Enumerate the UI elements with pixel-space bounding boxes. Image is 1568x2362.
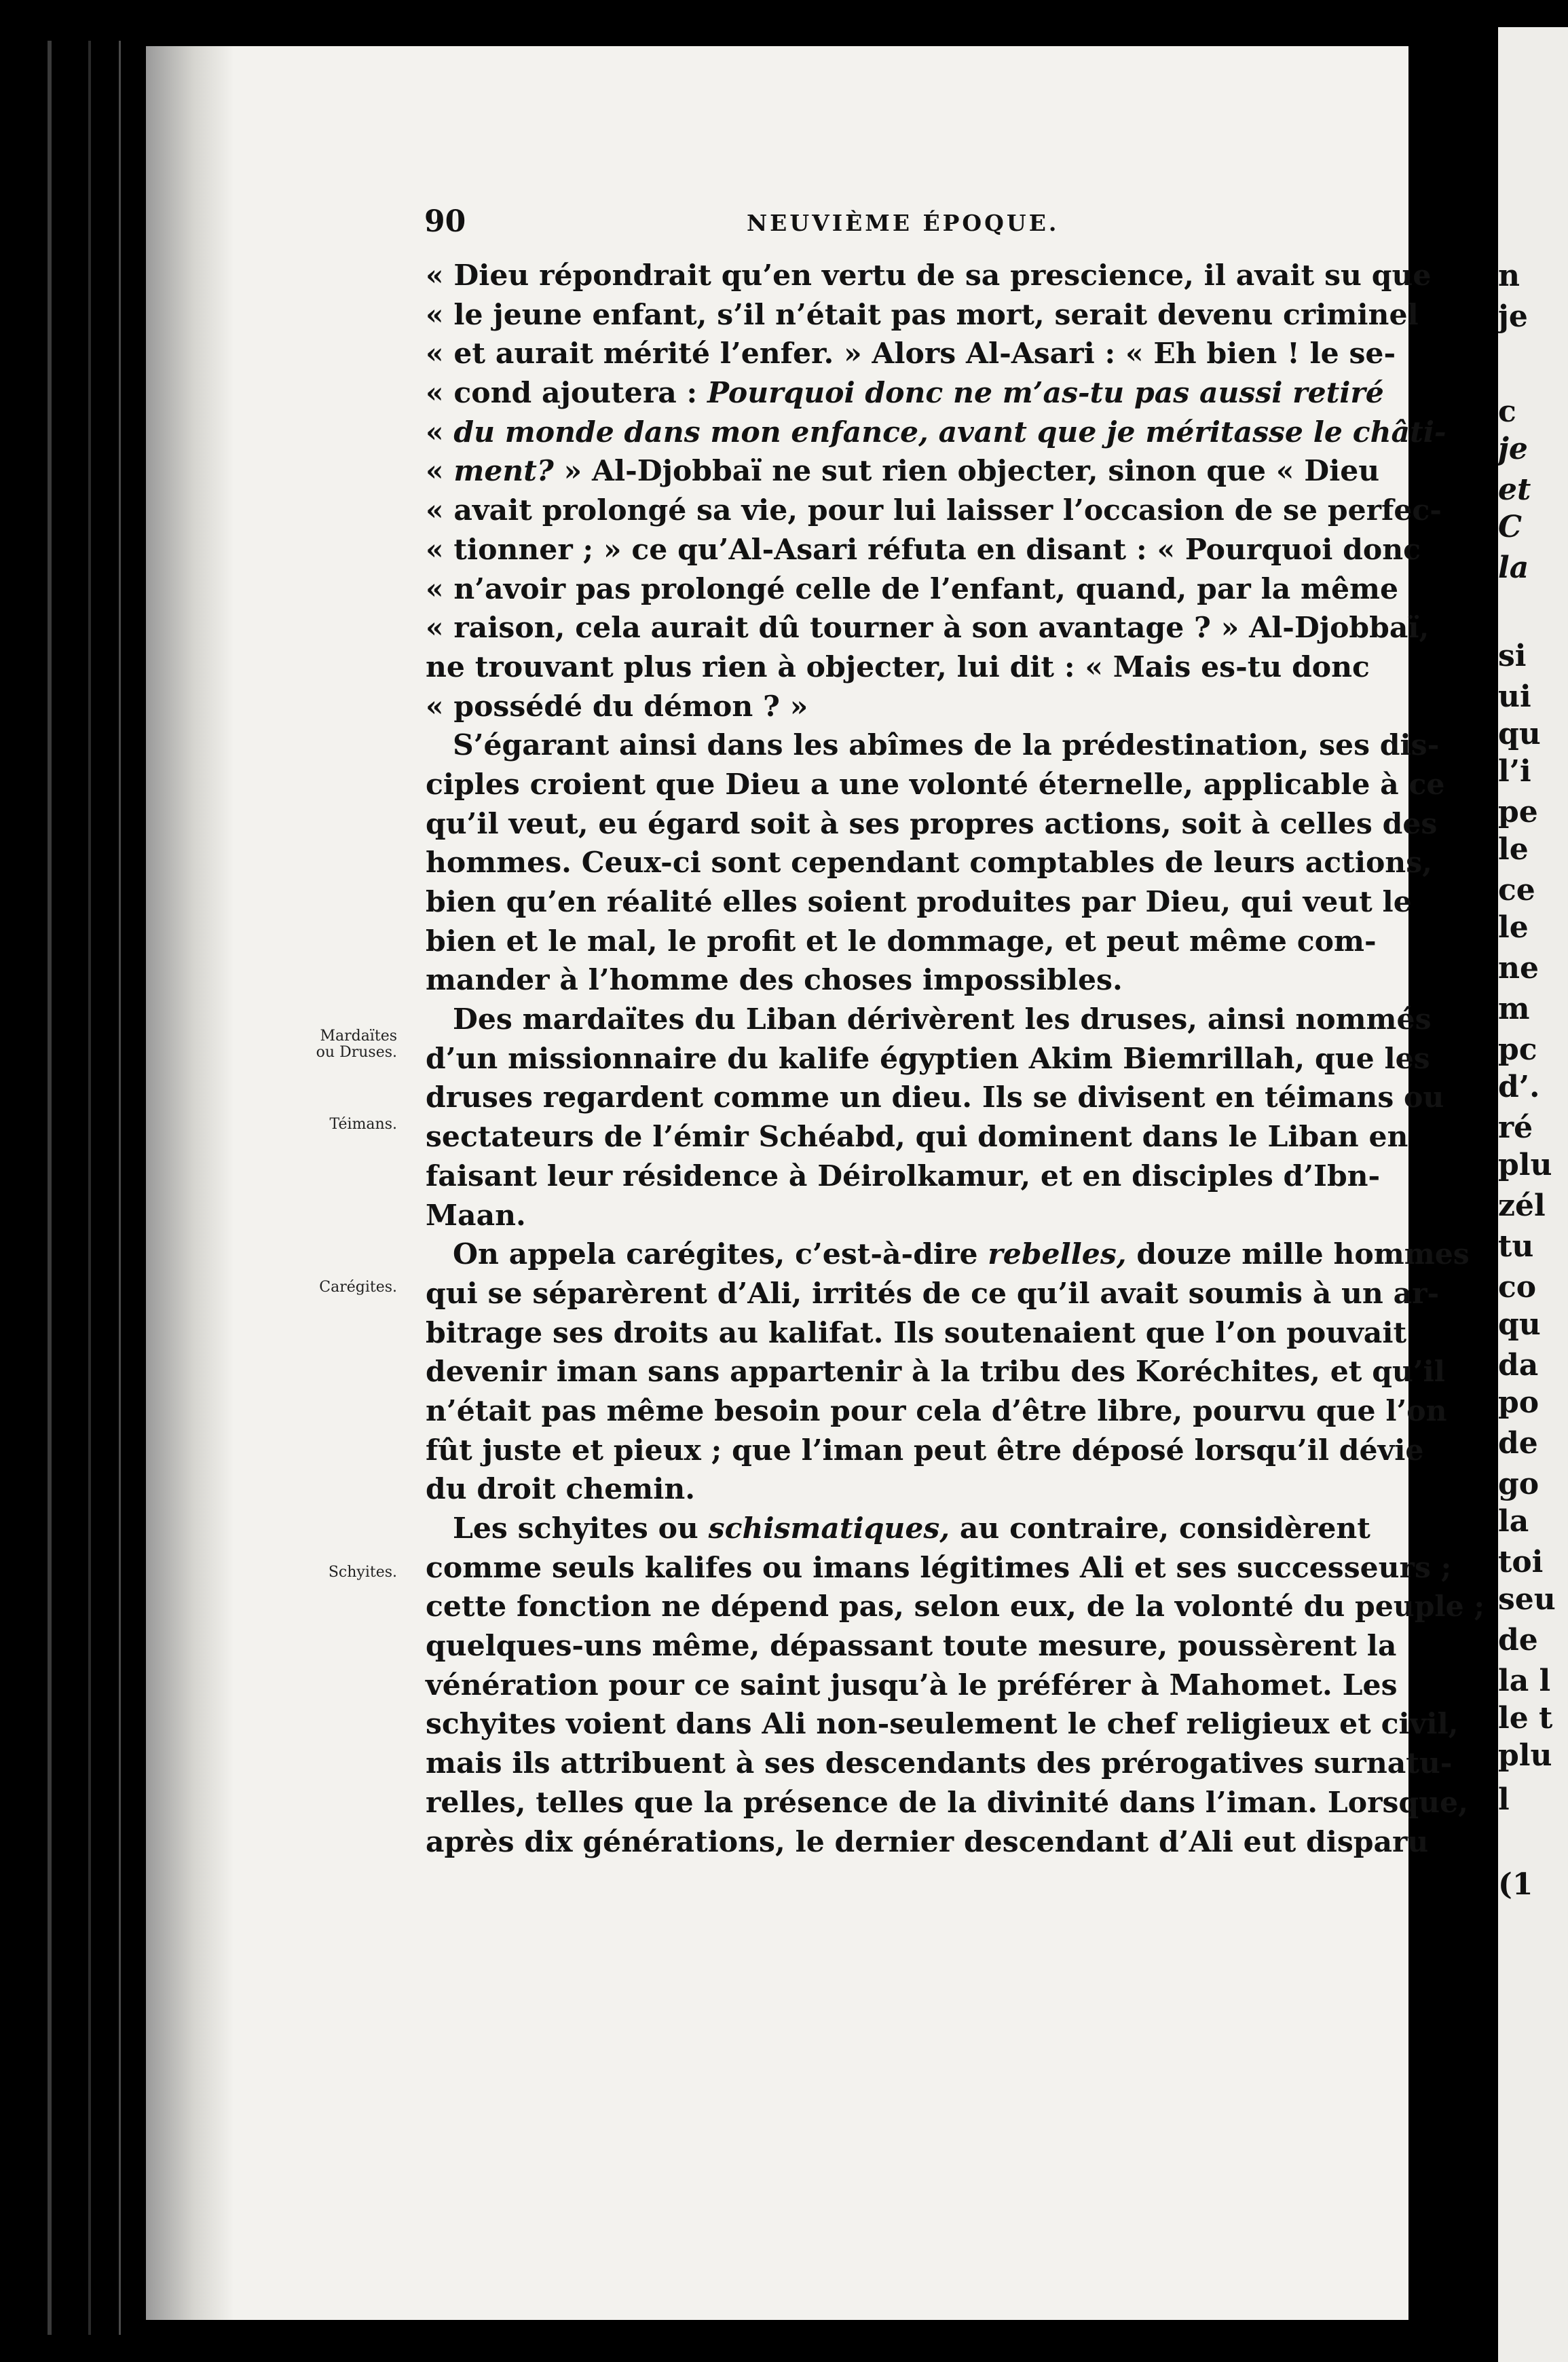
text-run: quelques-uns même, dépassant toute mesure, poussèrent la (426, 1629, 1397, 1664)
facing-page-fragment: qu (1498, 717, 1541, 751)
facing-page-fragment: le (1498, 910, 1529, 945)
text-run: S’égarant ainsi dans les abîmes de la prédestination, ses dis- (453, 728, 1440, 763)
text-run: « possédé du démon ? » (426, 689, 808, 724)
text-line (426, 1353, 1445, 1392)
facing-page-fragment: ui (1498, 679, 1531, 714)
text-line (426, 648, 1370, 688)
facing-page-fragment: da (1498, 1348, 1539, 1383)
text-run: « (426, 415, 454, 449)
text-line (426, 609, 1430, 648)
margin-note-line: Téimans. (329, 1116, 397, 1133)
text-run: Les schyites ou (453, 1512, 709, 1545)
text-run: faisant leur résidence à Déirolkamur, et en disciples d’Ibn- (426, 1159, 1381, 1193)
text-line (426, 296, 1419, 335)
text-line (426, 1705, 1459, 1744)
facing-page-fragment: je (1498, 299, 1528, 334)
italic-text: schismatiques, (708, 1512, 950, 1545)
text-line (426, 688, 1328, 727)
text-line (426, 1235, 1470, 1275)
text-line (426, 1118, 1408, 1157)
facing-page-fragment: n (1498, 259, 1520, 293)
italic-text: ment? (453, 454, 554, 489)
text-run: « n’avoir pas prolongé celle de l’enfant, quand, par la même (426, 571, 1399, 606)
text-line (426, 1744, 1453, 1784)
text-line (426, 1197, 1328, 1236)
binding-streak (48, 41, 52, 2335)
facing-page-fragment: qu (1498, 1307, 1541, 1342)
text-run: devenir iman sans appartenir à la tribu des Koréchites, et qu’il (426, 1355, 1445, 1389)
text-line (426, 452, 1380, 491)
text-line (426, 1627, 1397, 1666)
facing-page-fragment: m (1498, 992, 1530, 1026)
text-run: d’un missionnaire du kalife égyptien Akim Biemrillah, que les (426, 1041, 1430, 1076)
text-run: comme seuls kalifes ou imans légitimes Ali et ses successeurs ; (426, 1550, 1452, 1585)
text-run: « (426, 454, 454, 489)
margin-note-caregites (282, 1279, 397, 1296)
facing-page-fragment: c (1498, 394, 1516, 429)
text-run: « cond ajoutera : (426, 376, 708, 411)
text-line (426, 961, 1328, 1000)
text-line (426, 883, 1412, 922)
text-run: ciples croient que Dieu a une volonté éternelle, applicable à ce (426, 767, 1445, 802)
facing-page-fragment: la (1498, 550, 1529, 585)
facing-page-fragment: si (1498, 639, 1527, 673)
text-line (426, 1588, 1485, 1627)
text-run: cette fonction ne dépend pas, selon eux, de la volonté du peuple ; (426, 1590, 1485, 1624)
text-run: n’était pas même besoin pour cela d’être libre, pourvu que l’on (426, 1393, 1447, 1428)
text-run: On appela carégites, c’est-à-dire (453, 1237, 988, 1272)
facing-page-fragment: de (1498, 1623, 1538, 1657)
text-run: qu’il veut, eu égard soit à ses propres actions, soit à celles des (426, 806, 1438, 841)
italic-text: rebelles, (988, 1237, 1127, 1272)
facing-page-fragment: plu (1498, 1738, 1552, 1773)
margin-note-line: ou Druses. (316, 1044, 397, 1061)
facing-page-fragment: d’. (1498, 1070, 1540, 1104)
text-line (426, 1079, 1444, 1118)
facing-page-fragment: de (1498, 1426, 1538, 1461)
facing-page-fragment: et (1498, 472, 1531, 507)
text-line (426, 1157, 1381, 1197)
text-run: du droit chemin. (426, 1472, 696, 1507)
facing-page-fragment: tu (1498, 1229, 1534, 1264)
text-run: après dix générations, le dernier descendant d’Ali eut disparu (426, 1824, 1429, 1859)
text-run: « raison, cela aurait dû tourner à son avantage ? » Al-Djobbaï, (426, 611, 1430, 645)
margin-note-schyites (282, 1564, 397, 1581)
text-line (426, 531, 1421, 570)
text-run: bitrage ses droits au kalifat. Ils soutenaient que l’on pouvait (426, 1315, 1407, 1350)
text-line (426, 1823, 1429, 1862)
facing-page-fragment: le (1498, 832, 1529, 867)
facing-page-fragment: le t (1498, 1701, 1553, 1736)
text-run: bien qu’en réalité elles soient produites par Dieu, qui veut le (426, 885, 1412, 919)
text-line (426, 805, 1438, 844)
text-line (426, 491, 1442, 531)
text-run: vénération pour ce saint jusqu’à le préférer à Mahomet. Les (426, 1668, 1398, 1702)
text-line (426, 844, 1432, 883)
text-line (426, 1510, 1370, 1549)
text-run: douze mille hommes (1126, 1237, 1470, 1272)
text-line (426, 1666, 1398, 1706)
facing-page-fragment: toi (1498, 1545, 1544, 1579)
text-run: au contraire, considèrent (950, 1512, 1370, 1545)
margin-note-line: Carégites. (319, 1279, 397, 1296)
text-line (426, 1314, 1407, 1353)
text-line (426, 1470, 1328, 1510)
facing-page-fragment: ce (1498, 873, 1535, 907)
text-run: hommes. Ceux-ci sont cependant comptables de leurs actions, (426, 846, 1432, 880)
text-run: « tionner ; » ce qu’Al-Asari réfuta en disant : « Pourquoi donc (426, 532, 1421, 567)
italic-text: du monde dans mon enfance, avant que je méritasse le châti- (453, 415, 1446, 449)
text-line (426, 1000, 1432, 1040)
text-run: schyites voient dans Ali non-seulement le chef religieux et civil, (426, 1707, 1459, 1742)
text-line (426, 1392, 1447, 1431)
text-run: » Al-Djobbaï ne sut rien objecter, sinon que « Dieu (553, 454, 1380, 489)
facing-page-fragment: seu (1498, 1582, 1556, 1617)
text-line (426, 1275, 1440, 1314)
text-run: Maan. (426, 1198, 526, 1233)
margin-note-line: Schyites. (328, 1564, 397, 1581)
running-head: NEUVIÈME ÉPOQUE. (747, 210, 1060, 236)
text-line (426, 335, 1396, 374)
body-text (426, 257, 1485, 1862)
facing-page-fragment: (1 (1498, 1867, 1533, 1902)
facing-page-fragment: la (1498, 1504, 1529, 1539)
text-run: bien et le mal, le profit et le dommage, et peut même com- (426, 924, 1377, 958)
facing-page-fragment: l’i (1498, 754, 1531, 789)
facing-page-fragment: pe (1498, 795, 1538, 829)
facing-page-fragment: zél (1498, 1188, 1546, 1223)
text-run: « Dieu répondrait qu’en vertu de sa prescience, il avait su que (426, 259, 1432, 293)
facing-page-fragment: je (1498, 432, 1528, 466)
facing-page-fragment: go (1498, 1467, 1539, 1501)
text-line (426, 1784, 1468, 1823)
facing-page-fragment: pc (1498, 1032, 1537, 1067)
facing-page-fragment: ré (1498, 1110, 1533, 1145)
facing-page-fragment: po (1498, 1385, 1539, 1420)
text-run: druses regardent comme un dieu. Ils se divisent en téimans ou (426, 1081, 1444, 1115)
text-line (426, 726, 1440, 766)
text-run: qui se séparèrent d’Ali, irrités de ce qu’il avait soumis à un ar- (426, 1276, 1440, 1311)
facing-page-fragment: C (1498, 510, 1523, 544)
facing-page-fragment: ne (1498, 951, 1539, 986)
margin-note-line: Mardaïtes (320, 1028, 397, 1045)
margin-note-mardaites (282, 1028, 397, 1061)
text-run: sectateurs de l’émir Schéabd, qui dominent dans le Liban en (426, 1120, 1408, 1155)
text-line (426, 257, 1432, 296)
text-line (426, 413, 1446, 453)
text-line (426, 922, 1377, 962)
gutter-shadow (146, 46, 234, 2320)
margin-note-teimans (282, 1117, 397, 1133)
facing-page (1498, 27, 1568, 2362)
page-number: 90 (424, 204, 466, 239)
text-line (426, 1549, 1452, 1588)
facing-page-fragment: l (1498, 1782, 1510, 1817)
text-line (426, 1040, 1430, 1079)
text-line (426, 1431, 1424, 1471)
text-line (426, 766, 1445, 805)
binding-streak (88, 41, 91, 2335)
text-run: mander à l’homme des choses impossibles. (426, 963, 1123, 998)
italic-text: Pourquoi donc ne m’as-tu pas aussi retiré (707, 376, 1384, 411)
facing-page-fragment: plu (1498, 1148, 1552, 1182)
text-run: « le jeune enfant, s’il n’était pas mort, serait devenu criminel (426, 297, 1419, 332)
text-run: fût juste et pieux ; que l’iman peut être déposé lorsqu’il dévie (426, 1433, 1424, 1467)
text-line (426, 374, 1384, 413)
binding-streak (119, 41, 121, 2335)
text-line (426, 570, 1399, 610)
text-run: « avait prolongé sa vie, pour lui laisser l’occasion de se perfec- (426, 493, 1442, 528)
facing-page-fragment: la l (1498, 1664, 1551, 1698)
text-run: relles, telles que la présence de la divinité dans l’iman. Lorsque, (426, 1785, 1468, 1820)
text-run: Des mardaïtes du Liban dérivèrent les druses, ainsi nommés (453, 1002, 1432, 1037)
text-run: mais ils attribuent à ses descendants des prérogatives surnatu- (426, 1746, 1453, 1781)
text-run: ne trouvant plus rien à objecter, lui dit : « Mais es-tu donc (426, 650, 1370, 684)
facing-page-fragment: co (1498, 1270, 1537, 1305)
text-run: « et aurait mérité l’enfer. » Alors Al-Asari : « Eh bien ! le se- (426, 337, 1396, 371)
